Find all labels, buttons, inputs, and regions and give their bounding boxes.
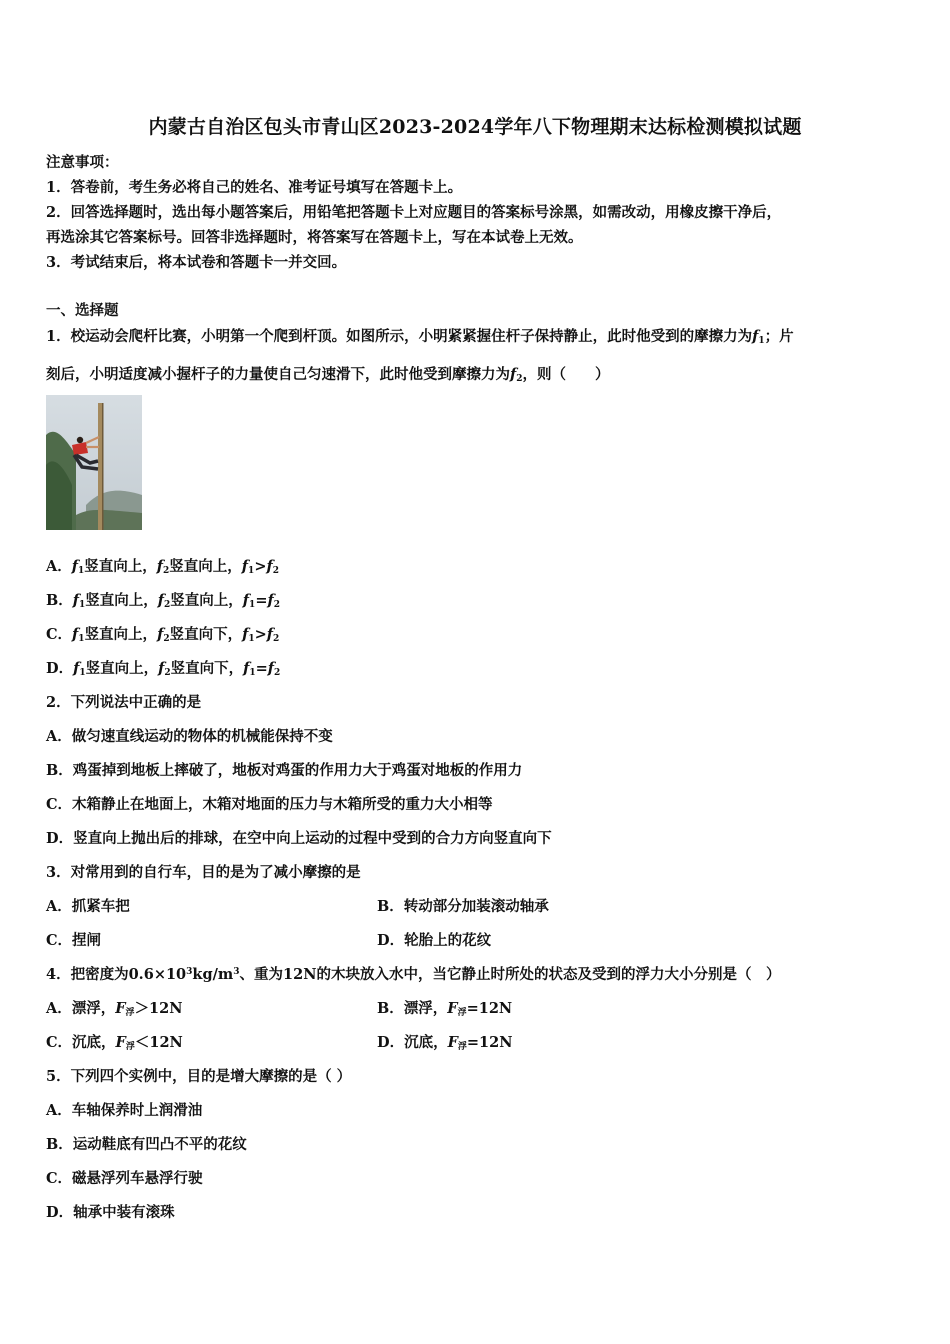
- q2-option-d: D．竖直向上抛出后的排球，在空中向上运动的过程中受到的合力方向竖直向下: [46, 830, 552, 847]
- q4-option-b: B．漂浮，$F_浮=12N$: [377, 1000, 513, 1018]
- q4-option-c: C．沉底，$F_浮<12N$: [46, 1034, 183, 1052]
- q1-option-b: B．$f_1$竖直向上，$f_2$竖直向上，$f_1=f_2$: [46, 592, 280, 610]
- q1-option-d: D．$f_1$竖直向上，$f_2$竖直向下，$f_1=f_2$: [46, 660, 281, 678]
- q5-option-c: C．磁悬浮列车悬浮行驶: [46, 1170, 203, 1187]
- q3-option-c: C．捏闸: [46, 932, 102, 949]
- q3-option-b: B．转动部分加装滚动轴承: [377, 898, 549, 915]
- q5-stem: 5．下列四个实例中，目的是增大摩擦的是（ ）: [46, 1068, 352, 1085]
- q1-option-a: A．$f_1$竖直向上，$f_2$竖直向上，$f_1>f_2$: [46, 558, 279, 576]
- q4-option-d: D．沉底，$F_浮=12N$: [377, 1034, 513, 1052]
- q4-option-a: A．漂浮，$F_浮>12N$: [46, 1000, 183, 1018]
- q5-option-d: D．轴承中装有滚珠: [46, 1204, 175, 1221]
- q5-option-b: B．运动鞋底有凹凸不平的花纹: [46, 1136, 247, 1153]
- q2-option-c: C．木箱静止在地面上，木箱对地面的压力与木箱所受的重力大小相等: [46, 796, 493, 813]
- notice-item-3: 3．考试结束后，将本试卷和答题卡一并交回。: [46, 254, 347, 271]
- notice-item-1: 1．答卷前，考生务必将自己的姓名、准考证号填写在答题卡上。: [46, 179, 463, 196]
- pole-climbing-photo: [46, 395, 142, 530]
- q1-stem-line2: 刻后，小明适度减小握杆子的力量使自己匀速滑下，此时他受到摩擦力为$f_2$，则（ ）: [46, 366, 610, 384]
- q1-option-c: C．$f_1$竖直向上，$f_2$竖直向下，$f_1>f_2$: [46, 626, 280, 644]
- notice-heading: 注意事项：: [46, 154, 119, 171]
- q1-stem-line1: 1．校运动会爬杆比赛，小明第一个爬到杆顶。如图所示，小明紧紧握住杆子保持静止，此时他受到的摩擦力为$f_1$；片: [46, 328, 794, 346]
- q2-option-b: B．鸡蛋掉到地板上摔破了，地板对鸡蛋的作用力大于鸡蛋对地板的作用力: [46, 762, 523, 779]
- q2-stem: 2．下列说法中正确的是: [46, 694, 202, 711]
- notice-item-2: 2．回答选择题时，选出每小题答案后，用铅笔把答题卡上对应题目的答案标号涂黑，如需改动，用橡皮擦干净后，: [46, 204, 782, 221]
- page-title: 内蒙古自治区包头市青山区2023-2024学年八下物理期末达标检测模拟试题: [148, 116, 802, 138]
- q4-stem: 4．把密度为$0.6\times 10^3kg/m^3$、重为12N的木块放入水中，当它静止时所处的状态及受到的浮力大小分别是（ ）: [46, 966, 781, 983]
- q3-stem: 3．对常用到的自行车，目的是为了减小摩擦的是: [46, 864, 361, 881]
- q5-option-a: A．车轴保养时上润滑油: [46, 1102, 203, 1119]
- q3-option-a: A．抓紧车把: [46, 898, 130, 915]
- q3-option-d: D．轮胎上的花纹: [377, 932, 492, 949]
- q2-option-a: A．做匀速直线运动的物体的机械能保持不变: [46, 728, 333, 745]
- section-heading: 一、选择题: [46, 302, 119, 319]
- notice-item-2-cont: 再选涂其它答案标号。回答非选择题时，将答案写在答题卡上，写在本试卷上无效。: [46, 229, 583, 246]
